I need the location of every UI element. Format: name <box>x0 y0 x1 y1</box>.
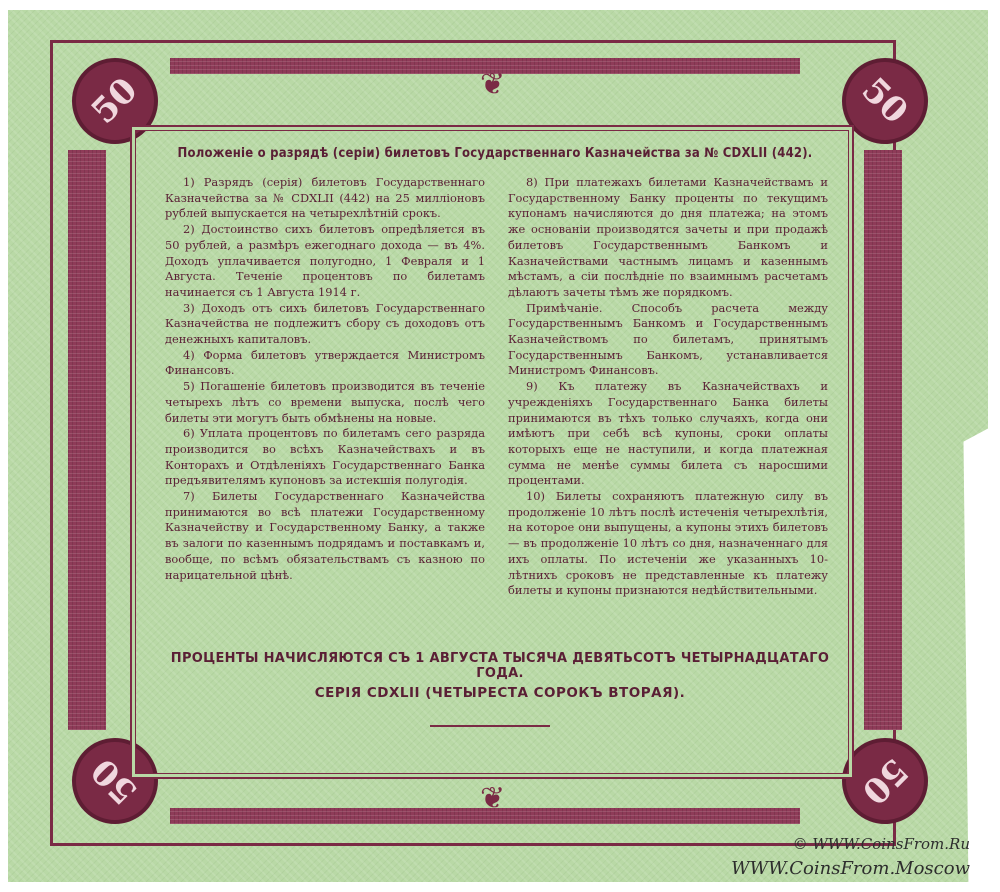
left-ornamental-band <box>68 150 106 730</box>
bottom-fleuron-icon: ❦ <box>480 781 506 816</box>
regulation-note: Примѣчаніе. Способъ расчета между Государственнымъ Банкомъ и Государственнымъ Казначействомъ по билетамъ, принятымъ Государственнымъ Банкомъ, устанавливается Министромъ Финансовъ. <box>508 300 828 378</box>
regulation-paragraph-9: 9) Къ платежу въ Казначействахъ и учрежденіяхъ Государственнаго Банка билеты принимаются въ тѣхъ только случаяхъ, когда они имѣютъ при себѣ всѣ купоны, сроки оплаты которыхъ еще не наступили, и когда платежная сумма не менѣе суммы билета съ наросшими процентами. <box>508 379 828 488</box>
denomination-value: 50 <box>854 750 916 812</box>
denomination-medallion-bottom-right <box>842 738 928 824</box>
site-watermark-moscow: WWW.CoinsFrom.Moscow <box>731 858 970 879</box>
regulation-paragraph-7: 7) Билеты Государственнаго Казначейства принимаются во всѣ платежи Государственному Казначейству и Государственному Банку, а также въ залоги по казеннымъ подрядамъ и поставкамъ и, вообще, по всѣмъ обязательствамъ съ казною по нарицательной цѣнѣ. <box>165 489 485 582</box>
left-text-column <box>165 175 485 583</box>
regulation-paragraph-4: 4) Форма билетовъ утверждается Министромъ Финансовъ. <box>165 347 485 378</box>
regulation-paragraph-5: 5) Погашеніе билетовъ производится въ теченіе четырехъ лѣтъ со времени выпуска, послѣ чего билеты эти могутъ быть обмѣнены на новые. <box>165 379 485 425</box>
top-fleuron-icon: ❦ <box>480 67 506 102</box>
regulation-paragraph-2: 2) Достоинство сихъ билетовъ опредѣляется въ 50 рублей, а размѣръ ежегоднаго дохода — въ 4%. Доходъ уплачивается полугодно, 1 Февраля и 1 Августа. Теченіе процентовъ по билетамъ начинается съ 1 Августа 1914 г. <box>165 222 485 299</box>
denomination-value: 50 <box>84 70 146 132</box>
interest-start-statement: ПРОЦЕНТЫ НАЧИСЛЯЮТСЯ СЪ 1 АВГУСТА ТЫСЯЧА ДЕВЯТЬСОТЪ ЧЕТЫРНАДЦАТАГО ГОДА. <box>170 651 830 681</box>
regulation-paragraph-6: 6) Уплата процентовъ по билетамъ сего разряда производится во всѣхъ Казначействахъ и въ Конторахъ и Отдѣленіяхъ Государственнаго Банка предъявителямъ купоновъ за истекшія полугодія. <box>165 426 485 488</box>
regulation-paragraph-3: 3) Доходъ отъ сихъ билетовъ Государственнаго Казначейства не подлежитъ сбору съ доходовъ отъ денежныхъ капиталовъ. <box>165 300 485 347</box>
denomination-medallion-top-right <box>842 58 928 144</box>
series-statement: СЕРІЯ CDXLII (ЧЕТЫРЕСТА СОРОКЪ ВТОРАЯ). <box>314 685 686 701</box>
regulation-paragraph-1: 1) Разрядъ (серія) билетовъ Государственнаго Казначейства за № CDXLII (442) на 25 милліоновъ рублей выпускается на четырехлѣтній срокъ. <box>165 175 485 221</box>
regulation-paragraph-8: 8) При платежахъ билетами Казначействамъ и Государственному Банку проценты по текущимъ купонамъ начисляются до дня платежа; на этомъ же основаніи производятся зачеты и при продажѣ билетовъ Государственнымъ Банкомъ и Казначействами частнымъ лицамъ и казеннымъ мѣстамъ, а сіи послѣдніе по взаимнымъ расчетамъ дѣлаютъ зачеты тѣмъ же порядкомъ. <box>508 175 828 299</box>
right-text-column <box>508 175 828 599</box>
ornamental-divider <box>430 725 550 727</box>
regulation-heading: Положеніе о разрядѣ (серіи) билетовъ Государственнаго Казначейства за № CDXLII (442). <box>177 146 813 161</box>
regulation-paragraph-10: 10) Билеты сохраняютъ платежную силу въ продолженіе 10 лѣтъ послѣ истеченія четырехлѣтія, на которое они выпущены, а купоны этихъ билетовъ — въ продолженіе 10 лѣтъ со дня, назначеннаго для ихъ оплаты. По истеченіи же указанныхъ 10-лѣтнихъ сроковъ не представленные къ платежу билеты и купоны признаются недѣйствительными. <box>508 489 828 598</box>
denomination-value: 50 <box>84 750 146 812</box>
site-watermark-ru: © WWW.CoinsFrom.Ru <box>792 835 970 853</box>
denomination-value: 50 <box>854 70 916 132</box>
right-ornamental-band <box>864 150 902 730</box>
